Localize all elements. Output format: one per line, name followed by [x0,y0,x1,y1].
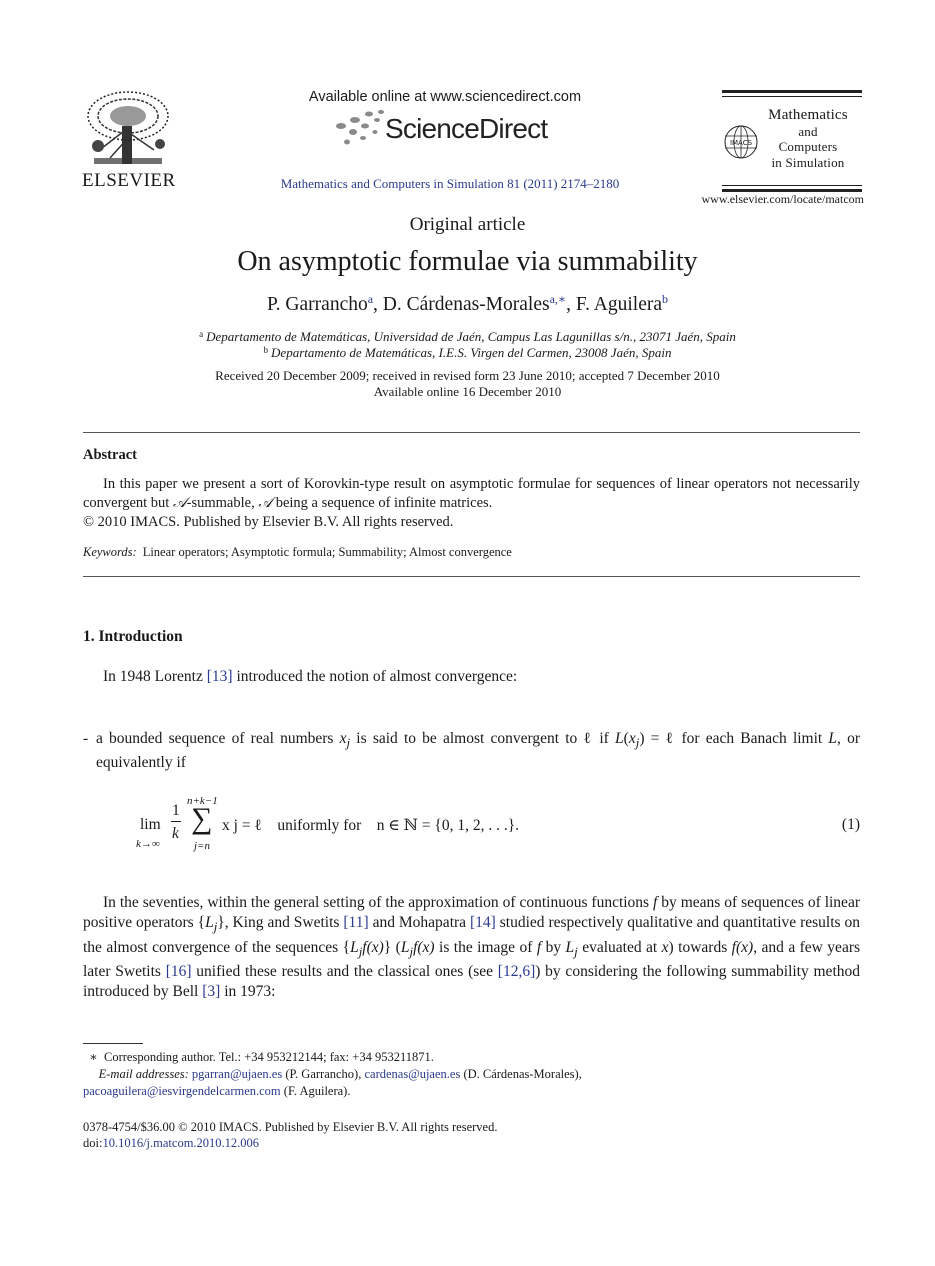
keywords: Keywords: Linear operators; Asymptotic formula; Summability; Almost convergence [83,545,512,559]
journal-url-link[interactable]: www.elsevier.com/locate/matcom [701,192,864,206]
affiliation-a: $^a$ Departamento de Matemáticas, Universidad de Jaén, Campus Las Lagunillas s/n., 23071 Jaén, Spain [199,329,736,344]
doi-line: doi:10.1016/j.matcom.2010.12.006 [83,1136,260,1150]
copyright-line: © 2010 IMACS. Published by Elsevier B.V. All rights reserved. [83,514,454,530]
issn-line: 0378-4754/$36.00 © 2010 IMACS. Published by Elsevier B.V. All rights reserved. [83,1120,498,1134]
journal-logo-title [752,108,864,170]
received-dates: Received 20 December 2009; received in revised form 23 June 2010; accepted 7 December 2010 [215,368,720,383]
email-link[interactable]: pacoaguilera@iesvirgendelcarmen.com [83,1083,281,1098]
section-heading: 1. Introduction [83,628,183,645]
citation-link[interactable]: [12,6] [497,963,536,981]
available-online-text: Available online at www.sciencedirect.com [308,89,582,105]
sciencedirect-wordmark: ScienceDirect [385,113,548,144]
abstract-body: In this paper we present a sort of Korovkin-type result on asymptotic formulae for sequences of linear operators not necessarily convergent but 𝒜-summable, 𝒜 being a sequence of infinite matrices. © 2010 IMACS. Published by Elsevier B.V. All rights reserved. [83,476,860,530]
elsevier-wordmark: ELSEVIER [82,170,176,191]
citation-link[interactable]: [13] [206,668,233,685]
abstract-heading: Abstract [83,447,137,463]
author-affiliation-link[interactable]: b [662,292,668,306]
journal-logo-line-2: and [798,123,818,139]
article-title: On asymptotic formulae via summability [237,246,698,277]
author-affiliation-link[interactable]: a [367,292,374,306]
citation-link[interactable]: [3] [202,983,221,1001]
doi-link[interactable]: 10.1016/j.matcom.2010.12.006 [102,1136,260,1150]
author-list: P. Garrancho$^a$, D. Cárdenas-Morales$^{a,∗}$, F. Aguilera$^b$ [267,292,668,315]
article-type: Original article [409,214,526,235]
author-affiliation-link[interactable]: a,∗ [549,292,567,306]
journal-logo-line-1: Mathematics [768,107,848,123]
affiliation-b: $^b$ Departamento de Matemáticas, I.E.S. Virgen del Carmen, 23008 Jaén, Spain [263,345,672,360]
imacs-badge-text: IMACS [729,139,753,147]
citation-link[interactable]: [14] [469,914,496,932]
elsevier-tree-logo [82,88,174,168]
intro-paragraph-2: In the seventies, within the general setting of the approximation of continuous functions f by means of sequences of linear positive operators $\{L_j\}$, King and Swetits [11] and Mohapatra [14] studied respectively qualitative and quantitative results on the almost convergence of the sequences $\{L_jf(x)\}$ ($L_jf(x)$ is the image of f by $L_j$ evaluated at x) towards f(x), and a few years later Swetits [16] unified these results and the classical ones (see [12,6]) by considering the following summability method introduced by Bell [3] in 1973: [83,894,861,1001]
divider [83,432,860,433]
corresponding-author-footnote: ∗ Corresponding author. Tel.: +34 953212144; fax: +34 953211871. [89,1050,434,1064]
email-link[interactable]: pgarran@ujaen.es [191,1067,283,1081]
author-name: P. Garrancho [267,294,368,315]
footnote-divider [83,1043,143,1044]
journal-logo-line-4: in Simulation [771,154,845,170]
journal-logo-line-3: Computers [778,139,838,154]
citation-link[interactable]: [16] [165,963,192,981]
equation-1: lim k→∞ 1 k n+k−1 ∑ j=n x j = ℓ uniformly for n ∈ ℕ = {0, 1, 2, . . .}. (1) [136,795,860,852]
citation-link[interactable]: [11] [343,914,369,932]
divider [83,576,860,577]
journal-citation-link[interactable]: Mathematics and Computers in Simulation 81 (2011) 2174–2180 [280,176,620,191]
email-footnote: E-mail addresses: pgarran@ujaen.es (P. Garrancho), cardenas@ujaen.es (D. Cárdenas-Morales), pacoaguilera@iesvirgendelcarmen.com (F. Aguilera). [83,1067,582,1098]
available-online-date: Available online 16 December 2010 [373,384,562,399]
author-name: D. Cárdenas-Morales [382,294,550,315]
email-link[interactable]: cardenas@ujaen.es [364,1067,461,1081]
equation-number: (1) [841,816,860,833]
author-name: F. Aguilera [575,294,662,315]
intro-paragraph-1: In 1948 Lorentz [13] introduced the notion of almost convergence: [103,668,518,685]
